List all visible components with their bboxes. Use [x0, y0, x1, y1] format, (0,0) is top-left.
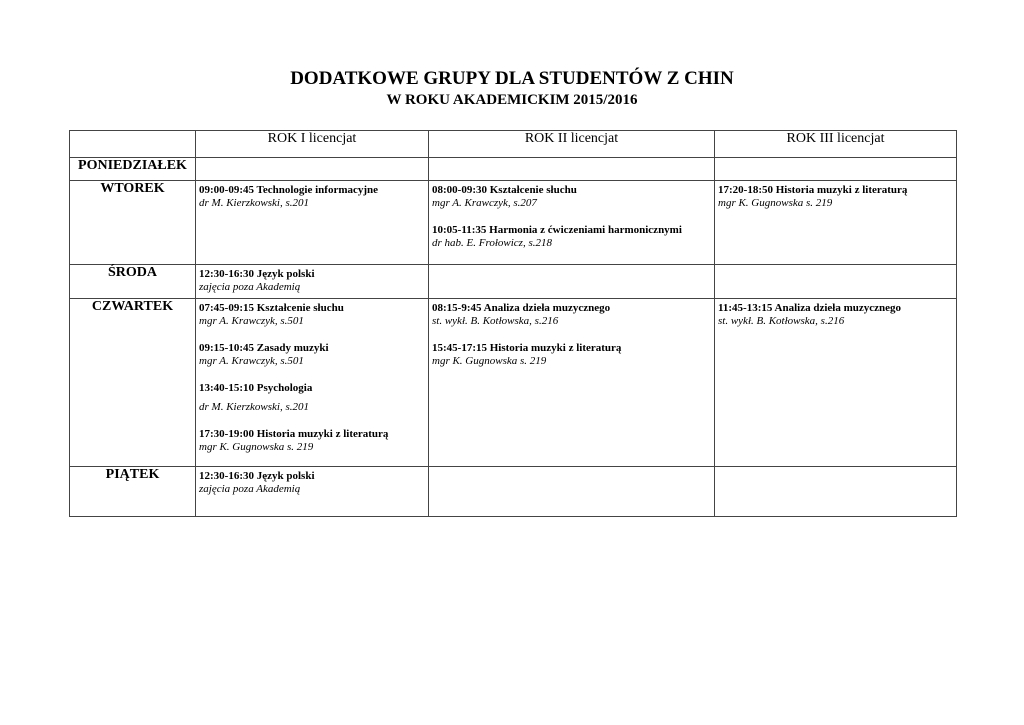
cell-tuesday-year-3 [715, 181, 957, 265]
class-time-subject: 09:15-10:45 Zasady muzyki [199, 342, 329, 354]
class-entry [432, 302, 711, 328]
class-teacher-room: dr M. Kierzkowski, s.201 [199, 401, 309, 413]
cell-wednesday-year-2 [429, 265, 715, 299]
corner-cell [70, 131, 196, 158]
cell-thursday-year-1 [196, 299, 429, 467]
row-tuesday [70, 181, 957, 265]
class-entry [199, 382, 425, 414]
class-entry [199, 302, 425, 328]
class-entry [199, 342, 425, 368]
row-wednesday [70, 265, 957, 299]
cell-monday-year-3 [715, 158, 957, 181]
day-label-tuesday: WTOREK [70, 181, 196, 265]
class-teacher-room: mgr K. Gugnowska s. 219 [718, 197, 833, 209]
cell-friday-year-3 [715, 467, 957, 517]
class-time-subject: 12:30-16:30 Język polski [199, 470, 315, 482]
cell-monday-year-1 [196, 158, 429, 181]
column-header-year-2: ROK II licencjat [429, 131, 715, 158]
class-entry [718, 184, 953, 210]
day-label-thursday: CZWARTEK [70, 299, 196, 467]
cell-tuesday-year-2 [429, 181, 715, 265]
row-friday [70, 467, 957, 517]
cell-tuesday-year-1 [196, 181, 429, 265]
class-time-subject: 10:05-11:35 Harmonia z ćwiczeniami harmonicznymi [432, 224, 682, 236]
class-teacher-room: mgr A. Krawczyk, s.501 [199, 355, 304, 367]
class-entry [432, 184, 711, 210]
day-label-wednesday: ŚRODA [70, 265, 196, 299]
cell-monday-year-2 [429, 158, 715, 181]
class-entry [432, 224, 711, 250]
class-time-subject: 15:45-17:15 Historia muzyki z literaturą [432, 342, 622, 354]
cell-friday-year-2 [429, 467, 715, 517]
column-header-year-3: ROK III licencjat [715, 131, 957, 158]
class-time-subject: 09:00-09:45 Technologie informacyjne [199, 184, 379, 196]
class-entry [432, 342, 711, 368]
schedule-table [69, 130, 957, 517]
class-teacher-room: zajęcia poza Akademią [199, 281, 301, 293]
class-teacher-room: dr M. Kierzkowski, s.201 [199, 197, 309, 209]
class-teacher-room: mgr K. Gugnowska s. 219 [199, 441, 314, 453]
document-title: DODATKOWE GRUPY DLA STUDENTÓW Z CHIN [290, 68, 734, 89]
class-time-subject: 08:00-09:30 Kształcenie słuchu [432, 184, 577, 196]
class-teacher-room: dr hab. E. Frołowicz, s.218 [432, 237, 552, 249]
cell-wednesday-year-1 [196, 265, 429, 299]
class-teacher-room: mgr K. Gugnowska s. 219 [432, 355, 547, 367]
class-entry [718, 302, 953, 328]
class-time-subject: 11:45-13:15 Analiza dzieła muzycznego [718, 302, 902, 314]
class-teacher-room: mgr A. Krawczyk, s.501 [199, 315, 304, 327]
cell-wednesday-year-3 [715, 265, 957, 299]
day-label-friday: PIĄTEK [70, 467, 196, 517]
column-header-year-1: ROK I licencjat [196, 131, 429, 158]
class-time-subject: 17:30-19:00 Historia muzyki z literaturą [199, 428, 389, 440]
class-teacher-room: st. wykł. B. Kotłowska, s.216 [718, 315, 845, 327]
class-time-subject: 07:45-09:15 Kształcenie słuchu [199, 302, 344, 314]
class-teacher-room: mgr A. Krawczyk, s.207 [432, 197, 537, 209]
row-thursday [70, 299, 957, 467]
class-time-subject: 12:30-16:30 Język polski [199, 268, 315, 280]
class-entry [199, 184, 425, 210]
header-row [70, 131, 957, 158]
cell-thursday-year-3 [715, 299, 957, 467]
class-entry [199, 470, 425, 496]
class-teacher-room: zajęcia poza Akademią [199, 483, 301, 495]
class-time-subject: 13:40-15:10 Psychologia [199, 382, 313, 394]
row-monday [70, 158, 957, 181]
class-time-subject: 17:20-18:50 Historia muzyki z literaturą [718, 184, 908, 196]
class-time-subject: 08:15-9:45 Analiza dzieła muzycznego [432, 302, 611, 314]
document-subtitle: W ROKU AKADEMICKIM 2015/2016 [386, 92, 638, 108]
day-label-monday: PONIEDZIAŁEK [70, 158, 196, 181]
class-entry [199, 268, 425, 294]
cell-thursday-year-2 [429, 299, 715, 467]
cell-friday-year-1 [196, 467, 429, 517]
class-teacher-room: st. wykł. B. Kotłowska, s.216 [432, 315, 559, 327]
class-entry [199, 428, 425, 454]
